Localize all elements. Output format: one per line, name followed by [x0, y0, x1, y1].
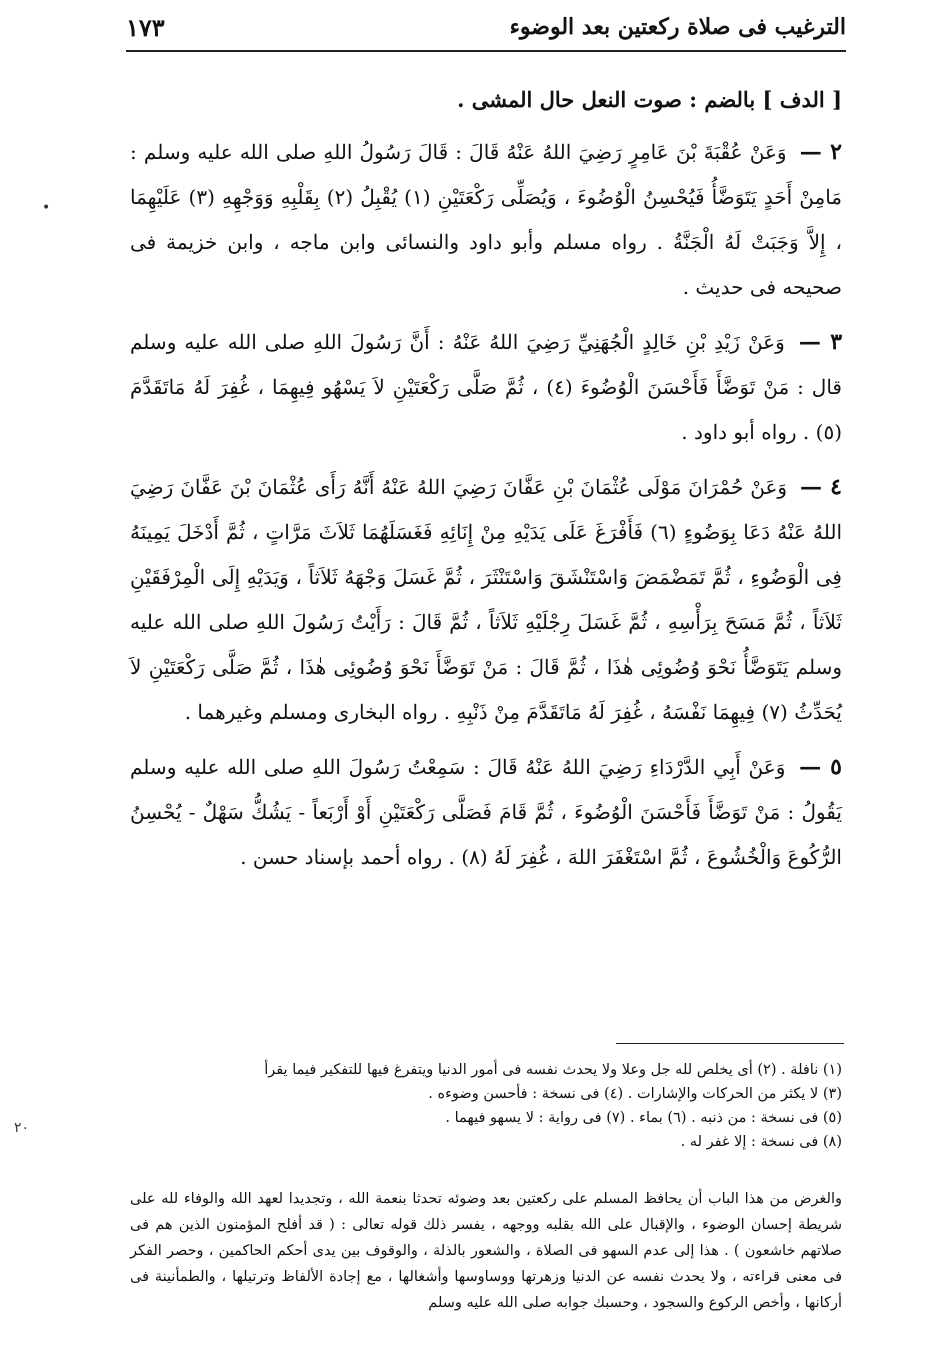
footnote-divider — [616, 1043, 844, 1044]
hadith-number: ٢ — — [799, 139, 842, 165]
footnotes — [130, 1058, 842, 1154]
footnote-line: (٣) لا يكثر من الحركات والإشارات . (٤) فى نسخة : فأحسن وضوءه . — [428, 1086, 842, 1102]
margin-mark: • — [42, 200, 51, 216]
footnote-line: (١) نافلة . (٢) أى يخلص لله جل وعلا ولا يحدث نفسه فى أمور الدنيا ويتفرغ فيها للتفكير فيما يقرأ — [264, 1062, 842, 1078]
page-number: ١٧٣ — [126, 12, 165, 42]
header-divider — [126, 50, 846, 52]
hadith-text: وَعَنْ حُمْرَانَ مَوْلَى عُثْمَانَ بْنِ عَفَّانَ رَضِيَ اللهُ عَنْهُ أَنَّهُ رَأَى عُثْمَانَ بْنَ عَفَّانَ رَضِيَ اللهُ عَنْهُ دَعَا بِوَضُوءٍ (٦) فَأَفْرَغَ عَلَى يَدَيْهِ مِنْ إِنَائِهِ فَغَسَلَهُمَا ثَلاَثَ مَرَّاتٍ ، ثُمَّ أَدْخَلَ يَمِينَهُ فِى الْوَضُوءِ ، ثُمَّ تَمَضْمَضَ وَاسْتَنْشَقَ وَاسْتَنْثَرَ ، ثُمَّ غَسَلَ وَجْهَهُ ثَلاَثاً ، وَيَدَيْهِ إِلَى الْمِرْفَقَيْنِ ثَلاَثاً ، ثُمَّ مَسَحَ بِرَأْسِهِ ، ثُمَّ غَسَلَ رِجْلَيْهِ ثَلاَثاً ، ثُمَّ قَالَ : رَأَيْتُ رَسُولَ اللهِ صلى الله عليه وسلم يَتَوَضَّأُ نَحْوَ وُضُوئِى هٰذَا ، ثُمَّ قَالَ : مَنْ تَوَضَّأَ نَحْوَ وُضُوئِى هٰذَا ، ثُمَّ صَلَّى رَكْعَتَيْنِ لاَ يُحَدِّثُ (٧) فِيهِمَا نَفْسَهُ ، غُفِرَ لَهُ مَاتَقَدَّمَ مِنْ ذَنْبِهِ . رواه البخارى ومسلم وغيرهما . — [130, 475, 842, 724]
footnote-line: (٨) فى نسخة : إلا غفر له . — [680, 1134, 842, 1150]
hadith-text: وَعَنْ أَبِي الدَّرْدَاءِ رَضِيَ اللهُ عَنْهُ قَالَ : سَمِعْتُ رَسُولَ اللهِ صلى الله عليه وسلم يَقُولُ : مَنْ تَوَضَّأَ فَأَحْسَنَ الْوُضُوءَ ، ثُمَّ قَامَ فَصَلَّى رَكْعَتَيْنِ أَوْ أَرْبَعاً - يَشُكُّ سَهْلٌ - يُحْسِنُ الرُّكُوعَ وَالْخُشُوعَ ، ثُمَّ اسْتَغْفَرَ اللهَ ، غُفِرَ لَهُ (٨) . رواه أحمد بإسناد حسن . — [130, 755, 842, 869]
hadith-number: ٥ — — [799, 754, 842, 780]
main-text — [130, 78, 842, 890]
footnote-line: (٥) فى نسخة : من ذنبه . (٦) بماء . (٧) فى رواية : لا يسهو فيهما . — [445, 1110, 842, 1126]
running-header — [126, 10, 846, 44]
hadith-number: ٣ — — [798, 329, 843, 355]
hadith-3 — [130, 320, 842, 455]
intro-note: [ الدف ] بالضم : صوت النعل حال المشى . — [457, 87, 842, 112]
hadith-number: ٤ — — [799, 474, 842, 500]
margin-mark: ٢٠ — [14, 1120, 30, 1136]
hadith-text: وَعَنْ عُقْبَةَ بْنَ عَامِرٍ رَضِيَ اللهُ عَنْهُ قَالَ : قَالَ رَسُولُ اللهِ صلى الله عليه وسلم : مَامِنْ أَحَدٍ يَتَوَضَّأُ فَيُحْسِنُ الْوُضُوءَ ، وَيُصَلِّى رَكْعَتَيْنِ (١) يُقْبِلُ (٢) بِقَلْبِهِ وَوَجْهِهِ (٣) عَلَيْهِمَا ، إِلاَّ وَجَبَتْ لَهُ الْجَنَّةُ . رواه مسلم وأبو داود والنسائى وابن ماجه ، وابن خزيمة فى صحيحه فى حديث . — [130, 140, 843, 299]
hadith-4 — [130, 465, 842, 735]
commentary-paragraph: والغرض من هذا الباب أن يحافظ المسلم على ركعتين بعد وضوئه تحدثا بنعمة الله ، وتجديدا لعهد الله والوفاء لله على شريطة إحسان الوضوء ، والإقبال على الله بقلبه ووجهه ، يفسر ذلك قوله تعالى : ( قد أفلح المؤمنون الذين هم فى صلاتهم خاشعون ) . هذا إلى عدم السهو فى الصلاة ، والشعور بالذلة ، والوقوف بين يدى أحكم الحاكمين ، وحصر الفكر فى معنى قراءته ، ولا يحدث نفسه عن الدنيا وزهرتها ووساوسها وأشغالها ، مع إجادة الألفاظ وترتيلها ، والطمأنينة فى أركانها ، وأخص الركوع والسجود ، وحسبك جوابه صلى الله عليه وسلم — [130, 1191, 842, 1311]
chapter-title: الترغيب فى صلاة ركعتين بعد الوضوء — [509, 14, 846, 40]
hadith-text: وَعَنْ زَيْدِ بْنِ خَالِدٍ الْجُهَنِيِّ رَضِيَ اللهُ عَنْهُ : أَنَّ رَسُولَ اللهِ صلى الله عليه وسلم قال : مَنْ تَوَضَّأَ فَأَحْسَنَ الْوُضُوءَ (٤) ، ثُمَّ صَلَّى رَكْعَتَيْنِ لاَ يَسْهُو فِيهِمَا ، غُفِرَ لَهُ مَاتَقَدَّمَ (٥) . رواه أبو داود . — [130, 330, 842, 444]
hadith-5 — [130, 745, 842, 880]
hadith-2 — [130, 130, 842, 310]
